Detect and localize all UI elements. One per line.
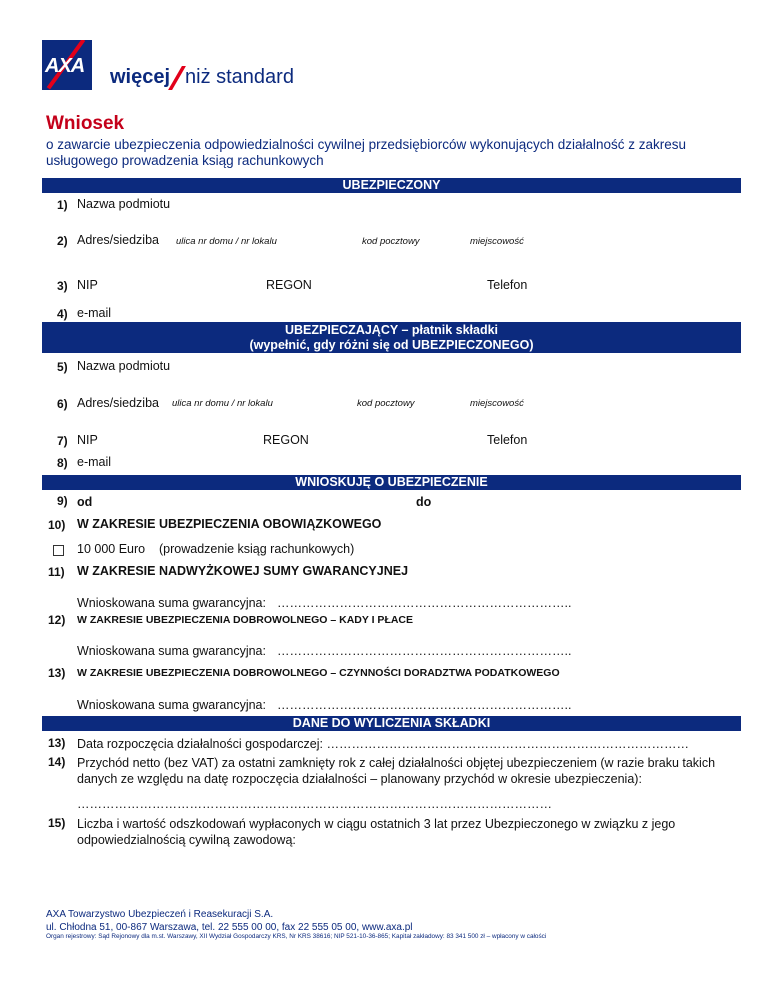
item-s4-13-label: Data rozpoczęcia działalności gospodarczej: …………………………………………………………………………… <box>77 737 689 751</box>
item-14-label: Przychód netto (bez VAT) za ostatni zamknięty rok z całej działalności objętej ubezpieczeniem (w razie braku takich danych ze względu na datę rozpoczęcia działalności – planowany przychód w okresie ubezpieczenia): <box>77 756 716 786</box>
item-6-label: Adres/siedziba <box>77 396 159 410</box>
sum-label-13: Wnioskowana suma gwarancyjna: <box>77 698 266 712</box>
item-15-number: 15) <box>48 816 66 830</box>
axa-logo <box>42 40 92 90</box>
phone-label-2: Telefon <box>487 433 528 447</box>
item-13-number: 13) <box>48 666 66 680</box>
item-3-label: NIP <box>77 278 98 292</box>
footer-company <box>46 908 413 934</box>
section-ubezpieczony-heading: UBEZPIECZONY <box>42 178 741 193</box>
address-postal-hint: kod pocztowy <box>362 236 420 247</box>
footer-company-name: AXA Towarzystwo Ubezpieczeń i Reasekuracji S.A. <box>46 909 274 920</box>
item-6-number: 6) <box>57 397 68 411</box>
item-8-number: 8) <box>57 456 68 470</box>
phone-label: Telefon <box>487 278 528 292</box>
date-from-label: od <box>77 495 93 509</box>
section-ubezpieczajacy-heading <box>42 322 741 353</box>
item-14-number: 14) <box>48 755 66 769</box>
item-15-label: Liczba i wartość odszkodowań wypłaconych w ciągu ostatnich 3 lat przez Ubezpieczonego w związku z jego odpowiedzialnością cywilną zawodową: <box>77 817 676 847</box>
option-10000-checkbox[interactable] <box>53 545 64 556</box>
item-7-number: 7) <box>57 434 68 448</box>
item-11-number: 11) <box>48 565 65 579</box>
regon-label-2: REGON <box>263 433 309 447</box>
item-13-label: W ZAKRESIE UBEZPIECZENIA DOBROWOLNEGO – CZYNNOŚCI DORADZTWA PODATKOWEGO <box>77 667 560 679</box>
item-14-dots[interactable]: …………………………………………………………………………………………………… <box>77 797 552 811</box>
item-11-label: W ZAKRESIE NADWYŻKOWEJ SUMY GWARANCYJNEJ <box>77 564 409 578</box>
item-10-label: W ZAKRESIE UBEZPIECZENIA OBOWIĄZKOWEGO <box>77 517 382 531</box>
item-12-label: W ZAKRESIE UBEZPIECZENIA DOBROWOLNEGO – KADY I PŁACE <box>77 614 414 626</box>
section-ubezpieczajacy-heading-line1: UBEZPIECZAJĄCY – płatnik składki <box>284 323 499 337</box>
item-3-number: 3) <box>57 279 68 293</box>
tagline-slash <box>168 66 186 90</box>
item-2-number: 2) <box>57 234 68 248</box>
option-description: (prowadzenie ksiąg rachunkowych) <box>159 542 355 556</box>
item-12-number: 12) <box>48 613 66 627</box>
item-s4-13-number: 13) <box>48 736 66 750</box>
sum-label-11: Wnioskowana suma gwarancyjna: <box>77 596 266 610</box>
sum-label-12: Wnioskowana suma gwarancyjna: <box>77 644 266 658</box>
sum-dots-11[interactable]: …………………………………………………………….. <box>277 596 572 610</box>
tagline-rest: niż standard <box>185 66 294 88</box>
address-street-hint-2: ulica nr domu / nr lokalu <box>172 398 273 409</box>
logo-text: AXA <box>45 55 85 77</box>
footer-registry: Organ rejestrowy: Sąd Rejonowy dla m.st. Warszawy, XII Wydział Gospodarczy KRS, Nr KRS 38616; NIP 521-10-36-865; Kapitał zakładowy: 83 341 500 zł – wpłacony w całości <box>46 933 547 940</box>
item-4-label: e-mail <box>77 306 112 320</box>
tagline-bold: więcej <box>110 66 171 88</box>
sum-dots-12[interactable]: …………………………………………………………….. <box>277 644 572 658</box>
item-1-label: Nazwa podmiotu <box>77 197 171 211</box>
option-amount: 10 000 Euro <box>77 542 146 556</box>
regon-label: REGON <box>266 278 312 292</box>
sum-dots-13[interactable]: …………………………………………………………….. <box>277 698 572 712</box>
section-wnioskuje-heading: WNIOSKUJĘ O UBEZPIECZENIE <box>42 475 741 490</box>
item-5-number: 5) <box>57 360 68 374</box>
item-10-number: 10) <box>48 518 66 532</box>
address-street-hint: ulica nr domu / nr lokalu <box>176 236 277 247</box>
footer-address: ul. Chłodna 51, 00-867 Warszawa, tel. 22 555 00 00, fax 22 555 05 00, www.axa.pl <box>46 922 413 933</box>
item-2-label: Adres/siedziba <box>77 233 159 247</box>
form-subtitle: o zawarcie ubezpieczenia odpowiedzialności cywilnej przedsiębiorców wykonujących działalność z zakresu usługowego prowadzenia ksiąg rachunkowych <box>46 137 687 168</box>
section-dane-skladki-heading: DANE DO WYLICZENIA SKŁADKI <box>42 716 741 731</box>
address-city-hint-2: miejscowość <box>470 398 524 409</box>
address-postal-hint-2: kod pocztowy <box>357 398 415 409</box>
item-1-number: 1) <box>57 198 68 212</box>
form-title: Wniosek <box>46 113 125 134</box>
item-4-number: 4) <box>57 307 68 321</box>
item-8-label: e-mail <box>77 455 112 469</box>
item-7-label: NIP <box>77 433 98 447</box>
item-5-label: Nazwa podmiotu <box>77 359 171 373</box>
date-to-label: do <box>416 495 432 509</box>
section-ubezpieczajacy-heading-line2: (wypełnić, gdy różni się od UBEZPIECZONEGO) <box>249 338 534 352</box>
item-9-number: 9) <box>57 494 68 508</box>
address-city-hint: miejscowość <box>470 236 524 247</box>
